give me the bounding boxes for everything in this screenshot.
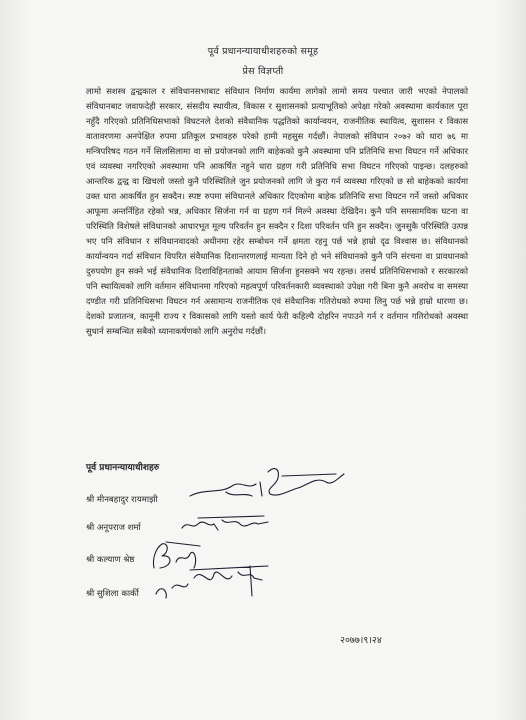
signature-image [186,462,356,506]
signatories-heading: पूर्व प्रधानन्यायाधीशहरु [86,463,160,473]
signatory-name: श्री मीनबहादुर रायमाझी [86,495,158,505]
signatory-row [86,522,141,533]
signatory-row [86,588,139,599]
signature-image [178,510,278,536]
signatory-row [86,494,158,505]
signatory-name: श्री अनूपराज शर्मा [86,523,141,533]
press-release-title: प्रेस विज्ञप्ती [242,66,284,77]
signature-image [150,560,280,604]
document-heading: पूर्व प्रधानन्यायाधीशहरुको समूह [207,46,319,57]
document-date: २०७७।९।२४ [340,635,382,646]
signatory-row [86,554,134,565]
signatory-name: श्री सुशिला कार्की [86,589,139,599]
signatory-name: श्री कल्याण श्रेष्ठ [86,555,135,565]
statement-body: लामो सशस्त्र द्वन्द्वकाल र संविधानसभाबाट संविधान निर्माण कार्यमा लागेको लामो समय पश्चात जारी भएको नेपालको संविधानबाट जवाफदेही सरकार, संसदीय स्थायीत्व, विकास र सुशासनको प्रत्याभूतिको अपेक्षा गरेको अवस्थामा कार्यकाल पूरा नहुँदै गरिएको प्रतिनिधिसभाको विघटनले देशको संवैधानिक पद्धतिको कार्यान्वयन, राजनीतिक स्थायित्व, सुशासन र विकास वातावरणमा अनपेक्षित रुपमा प्रतिकूल प्रभावहरु परेको हामी महसुस गर्दछौं। नेपालको संविधान २०७२ को धारा ७६ मा मन्त्रिपरिषद गठन गर्ने सिलसिलामा वा सो प्रयोजनको लागि बाहेकको कुनै अवस्थामा पनि प्रतिनिधि सभा विघटन गर्ने अधिकार एवं व्यवस्था नगरिएको अवस्थामा पनि आकर्षित नहुने धारा ग्रहण गरी प्रतिनिधि सभा विघटन गरिएको पाइन्छ। दलहरुको आन्तरिक द्वन्द्व वा खिचलो जस्तो कुनै परिस्थितिले जुन प्रयोजनको लागि जे कुरा गर्न व्यवस्था गरिएको छ सो बाहेकको कार्यमा उक्त धारा आकर्षित हुन सक्दैन। स्पष्ट रुपमा संविधानले अधिकार दिएकोमा बाहेक प्रतिनिधि सभा विघटन गर्ने जस्तो अधिकार आफूमा अन्तर्निहित रहेको भन्न, अधिकार सिर्जना गर्न वा ग्रहण गर्न मिल्ने अवस्था देखिदैन। कुनै पनि समसामयिक घटना वा परिस्थिति विशेषले संविधानको आधारभूत मूल्य परिवर्तन हुन सक्दैन र दिशा परिवर्तन पनि हुन सक्दैन। जुनसुकै परिस्थिति उत्पन्न भए पनि संविधान र संविधानवादको अधीनमा रहेर सम्बोधन गर्ने क्षमता रहनु पर्छ भन्ने हाम्रो दृढ विश्वास छ। संविधानको कार्यान्वयन गर्दा संविधान विपरित संवैधानिक दिशान्तरणलाई मान्यता दिने हो भने संविधानको कुनै पनि संरचना वा प्रावधानको दुरुपयोग हुन सक्ने भई संवैधानिक दिशाविहिनताको आयाम सिर्जना हुनसक्ने भय रहन्छ। तसर्थ प्रतिनिधिसभाको र सरकारको पनि स्थायित्वको लागि वर्तमान संविधानमा गरिएको महत्वपूर्ण परिवर्तनकारी व्यवस्थाको उपेक्षा गरी बिना कुनै अवरोध वा समस्या दण्डीत गरी प्रतिनिधिसभा विघटन गर्न असामान्य राजनीतिक एवं संवैधानिक गतिरोधको रुपमा लिनु पर्छ भन्ने हाम्रो धारणा छ। देशको प्रजातन्त्र, कानूनी राज्य र विकासको लागि यस्तो कार्य फेरी कहिल्यै दोहरिन नपाउने गर्न र वर्तमान गतिरोधको अवस्था सुधार्न सम्बन्धित सबैको ध्यानाकर्षणको लागि अनुरोध गर्दछौं। [86,86,468,336]
